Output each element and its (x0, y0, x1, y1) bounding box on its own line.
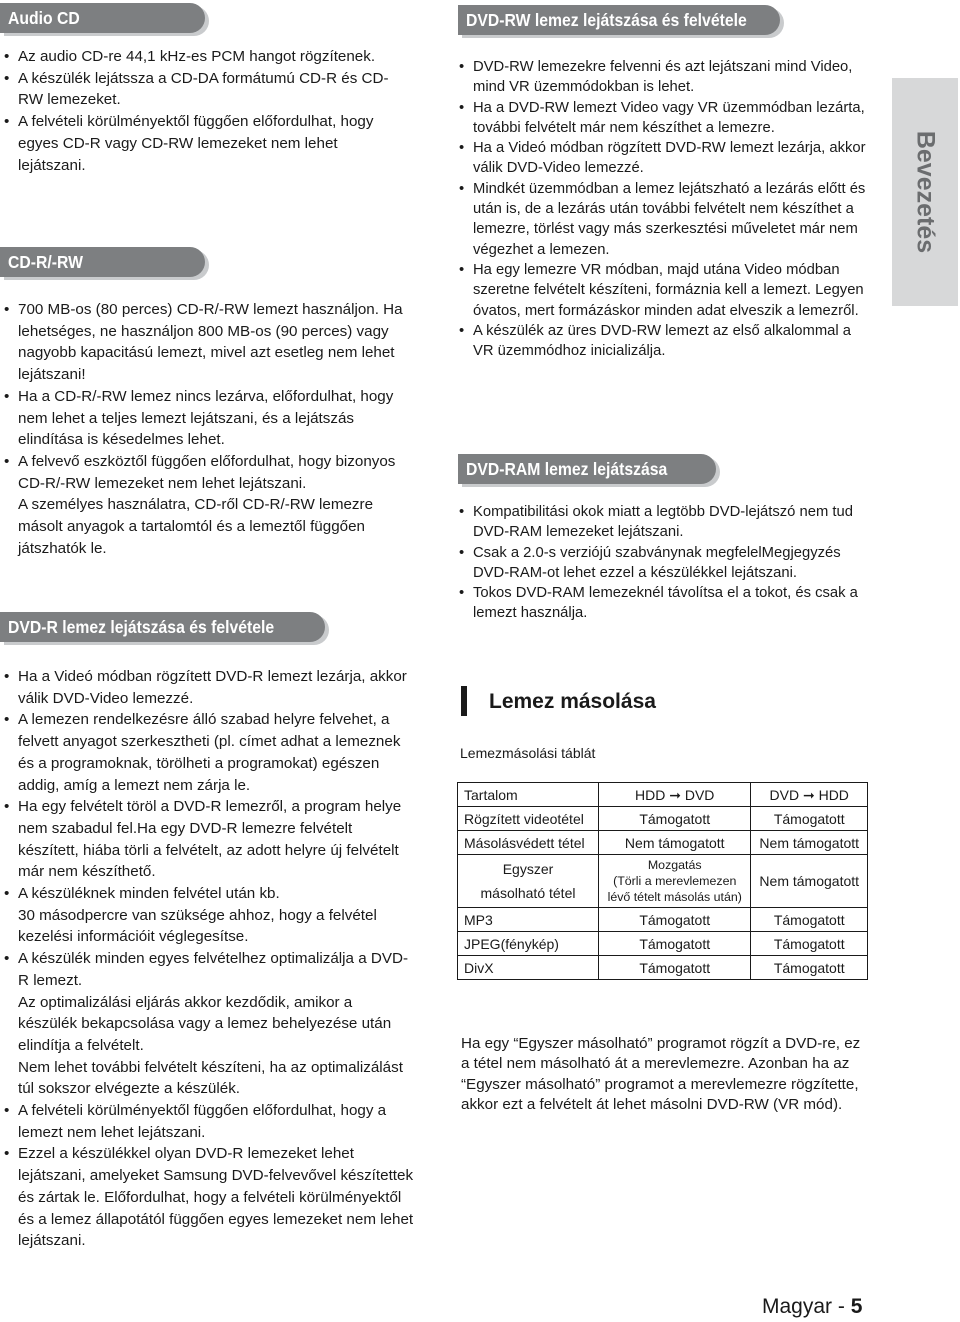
table-row (458, 855, 868, 908)
table-header-cell: DVD ➞ HDD (751, 783, 868, 807)
list-item: • Ha a Videó módban rögzített DVD-R lemezt lezárja, akkor válik DVD-Video lemezzé. (4, 666, 414, 709)
list-item: • Ha egy lemezre VR módban, majd utána Video módban szeretne felvételt készíteni, formáznia kell a lemezt. Legyen óvatos, mert formázáskor minden adat elveszik a lemezről. (459, 260, 869, 321)
section-header-label: DVD-RW lemez lejátszása és felvétele (466, 10, 747, 30)
side-tab-label: Bevezetés (911, 130, 940, 254)
footer-language: Magyar - (762, 1295, 851, 1318)
table-cell: Támogatott (751, 908, 868, 932)
list-item-continuation: 30 másodpercre van szüksége ahhoz, hogy a felvétel kezelési információit véglegesítse. (18, 906, 377, 946)
table-cell: Nem támogatott (751, 831, 868, 855)
list-item (4, 883, 414, 948)
list-item (4, 451, 414, 560)
list-item: • Mindkét üzemmódban a lemez lejátszható a lezárás előtt és után is, de a lezárás után további felvételt nem készíthet a lemezre, törlést vagy más szerkesztési műveletet már nem végezhet a lemezen. (459, 179, 869, 260)
list-item: • Ezzel a készülékkel olyan DVD-R lemezeket lehet lejátszani, amelyeket Samsung DVD-felvevővel készítettek és zártak le. Előfordulhat, hogy a felvételi körülményektől és a lemez állapotától függően egyes lemezeket nem lehet lejátszani. (4, 1143, 414, 1252)
section-header-label: CD-R/-RW (8, 252, 83, 272)
list-item: • A felvételi körülményektől függően előfordulhat, hogy a lemezt nem lehet lejátszani. (4, 1100, 414, 1143)
page-number: 5 (850, 1295, 863, 1318)
list-item: • Kompatibilitási okok miatt a legtöbb DVD-lejátszó nem tud DVD-RAM lemezeket lejátszani. (459, 502, 869, 543)
list-item: • Ha a DVD-RW lemezt Video vagy VR üzemmódban lezárta, további felvételt már nem készíthet a lemezre. (459, 98, 869, 139)
table-cell: Támogatott (599, 956, 751, 980)
cell-line: Egyszer (502, 861, 554, 877)
list-item: • Az audio CD-re 44,1 kHz-es PCM hangot rögzítenek. (4, 46, 404, 68)
cdr-rw-bullet-list (4, 299, 414, 559)
table-cell: Támogatott (751, 932, 868, 956)
table-row (458, 908, 868, 932)
section-header-dvd-rw (458, 5, 780, 35)
list-item: • 700 MB-os (80 perces) CD-R/-RW lemezt használjon. Ha lehetséges, ne használjon 800 MB-os (90 perces) vagy nagyobb kapacitású lemezt, mivel azt esetleg nem lehet lejátszani! (4, 299, 414, 386)
table-cell: Támogatott (599, 807, 751, 831)
list-item-continuation: A személyes használatra, CD-ről CD-R/-RW lemezre másolt anyagok a tartalomtól és a lemeztől függően játszhatók le. (18, 496, 374, 557)
table-row (458, 932, 868, 956)
list-item: • DVD-RW lemezekre felvenni és azt lejátszani mind Video, mind VR üzemmódokban is lehet. (459, 57, 869, 98)
dvd-ram-bullet-list (459, 502, 869, 624)
list-item: • A felvételi körülményektől függően előfordulhat, hogy egyes CD-R vagy CD-RW lemezeket nem lehet lejátszani. (4, 111, 404, 176)
cell-line: lévő tételt másolás után) (607, 890, 742, 904)
list-item-text: A készülék minden egyes felvételhez optimalizálja a DVD-R lemezt. (18, 950, 409, 989)
dvd-rw-bullet-list (459, 57, 869, 361)
table-cell: Nem támogatott (599, 831, 751, 855)
table-header-cell: HDD ➞ DVD (599, 783, 751, 807)
dvd-r-bullet-list (4, 666, 414, 1252)
table-caption: Lemezmásolási táblát (460, 745, 596, 761)
table-cell: DivX (458, 956, 599, 980)
list-item (4, 948, 414, 1100)
table-cell: JPEG(fénykép) (458, 932, 599, 956)
table-row (458, 956, 868, 980)
copy-table (457, 782, 868, 980)
section-title-bar (461, 686, 467, 716)
list-item-continuation: Nem lehet további felvételt készíteni, ha az optimalizálást túl sokszor elvégezte a készülék. (18, 1058, 403, 1098)
table-cell: Másolásvédett tétel (458, 831, 599, 855)
table-cell: Támogatott (599, 908, 751, 932)
list-item: • Ha a CD-R/-RW lemez nincs lezárva, előfordulhat, hogy nem lehet a teljes lemezt lejátszani, és a lejátszás elindítása is késedelmes lehet. (4, 386, 414, 451)
list-item: • Tokos DVD-RAM lemezeknél távolítsa el a tokot, és csak a lemezt használja. (459, 583, 869, 624)
table-cell: Rögzített videotétel (458, 807, 599, 831)
section-header-audio-cd (0, 3, 205, 33)
section-title-disc-copy: Lemez másolása (489, 690, 656, 713)
list-item: • Ha a Videó módban rögzített DVD-RW lemezt lezárja, akkor válik DVD-Video lemezzé. (459, 138, 869, 179)
page-footer (762, 1295, 862, 1319)
section-header-dvd-ram (458, 454, 716, 484)
list-item: • A készülék az üres DVD-RW lemezt az első alkalommal a VR üzemmódhoz inicializálja. (459, 321, 869, 362)
table-cell: MP3 (458, 908, 599, 932)
table-cell: Támogatott (751, 956, 868, 980)
table-cell: Támogatott (599, 932, 751, 956)
table-cell: Nem támogatott (751, 855, 868, 908)
table-header-row (458, 783, 868, 807)
table-cell (599, 855, 751, 908)
cell-line: (Törli a merevlemezen (613, 874, 737, 888)
table-row (458, 807, 868, 831)
list-item: • A készülék lejátssza a CD-DA formátumú CD-R és CD-RW lemezeket. (4, 68, 404, 111)
list-item-text: A készüléknek minden felvétel után kb. (18, 885, 280, 903)
table-header-cell: Tartalom (458, 783, 599, 807)
list-item-text: A felvevő eszköztől függően előfordulhat, hogy bizonyos CD-R/-RW lemezeket nem lehet lejátszani. (18, 452, 396, 492)
copy-note: Ha egy “Egyszer másolható” programot rögzít a DVD-re, ez a tétel nem másolható át a merevlemezre. Azonban ha az “Egyszer másolható” programot a merevlemezre rögzítette, akkor ezt a felvételt át lehet másolni DVD-RW (VR mód). (461, 1035, 861, 1113)
table-cell (458, 855, 599, 908)
cell-line: másolható tétel (480, 885, 576, 901)
cell-line: Mozgatás (647, 858, 702, 872)
section-header-cdr-rw (0, 247, 205, 277)
section-header-dvd-r (0, 612, 325, 642)
audio-cd-bullet-list (4, 46, 404, 176)
list-item-continuation: Az optimalizálási eljárás akkor kezdődik, amikor a készülék bekapcsolása vagy a lemez behelyezése után elindítja a felvételt. (18, 993, 392, 1054)
list-item: • A lemezen rendelkezésre álló szabad helyre felvehet, a felvett anyagot szerkesztheti (pl. címet adhat a lemeznek és a programoknak, törölheti a programokat) egészen addig, amíg a lemezt nem zárja le. (4, 709, 414, 796)
list-item: • Csak a 2.0-s verziójú szabványnak megfelelMegjegyzés DVD-RAM-ot lehet ezzel a készülékkel lejátszani. (459, 543, 869, 584)
table-row (458, 831, 868, 855)
section-header-label: Audio CD (8, 8, 80, 28)
side-tab (892, 78, 958, 306)
table-cell: Támogatott (751, 807, 868, 831)
list-item: • Ha egy felvételt töröl a DVD-R lemezről, a program helye nem szabadul fel.Ha egy DVD-R lemezre felvételt készített, hiába törli a felvételt, az adott helyre új felvételt már nem készíthető. (4, 796, 414, 883)
section-header-label: DVD-RAM lemez lejátszása (466, 459, 668, 479)
section-header-label: DVD-R lemez lejátszása és felvétele (8, 617, 275, 637)
